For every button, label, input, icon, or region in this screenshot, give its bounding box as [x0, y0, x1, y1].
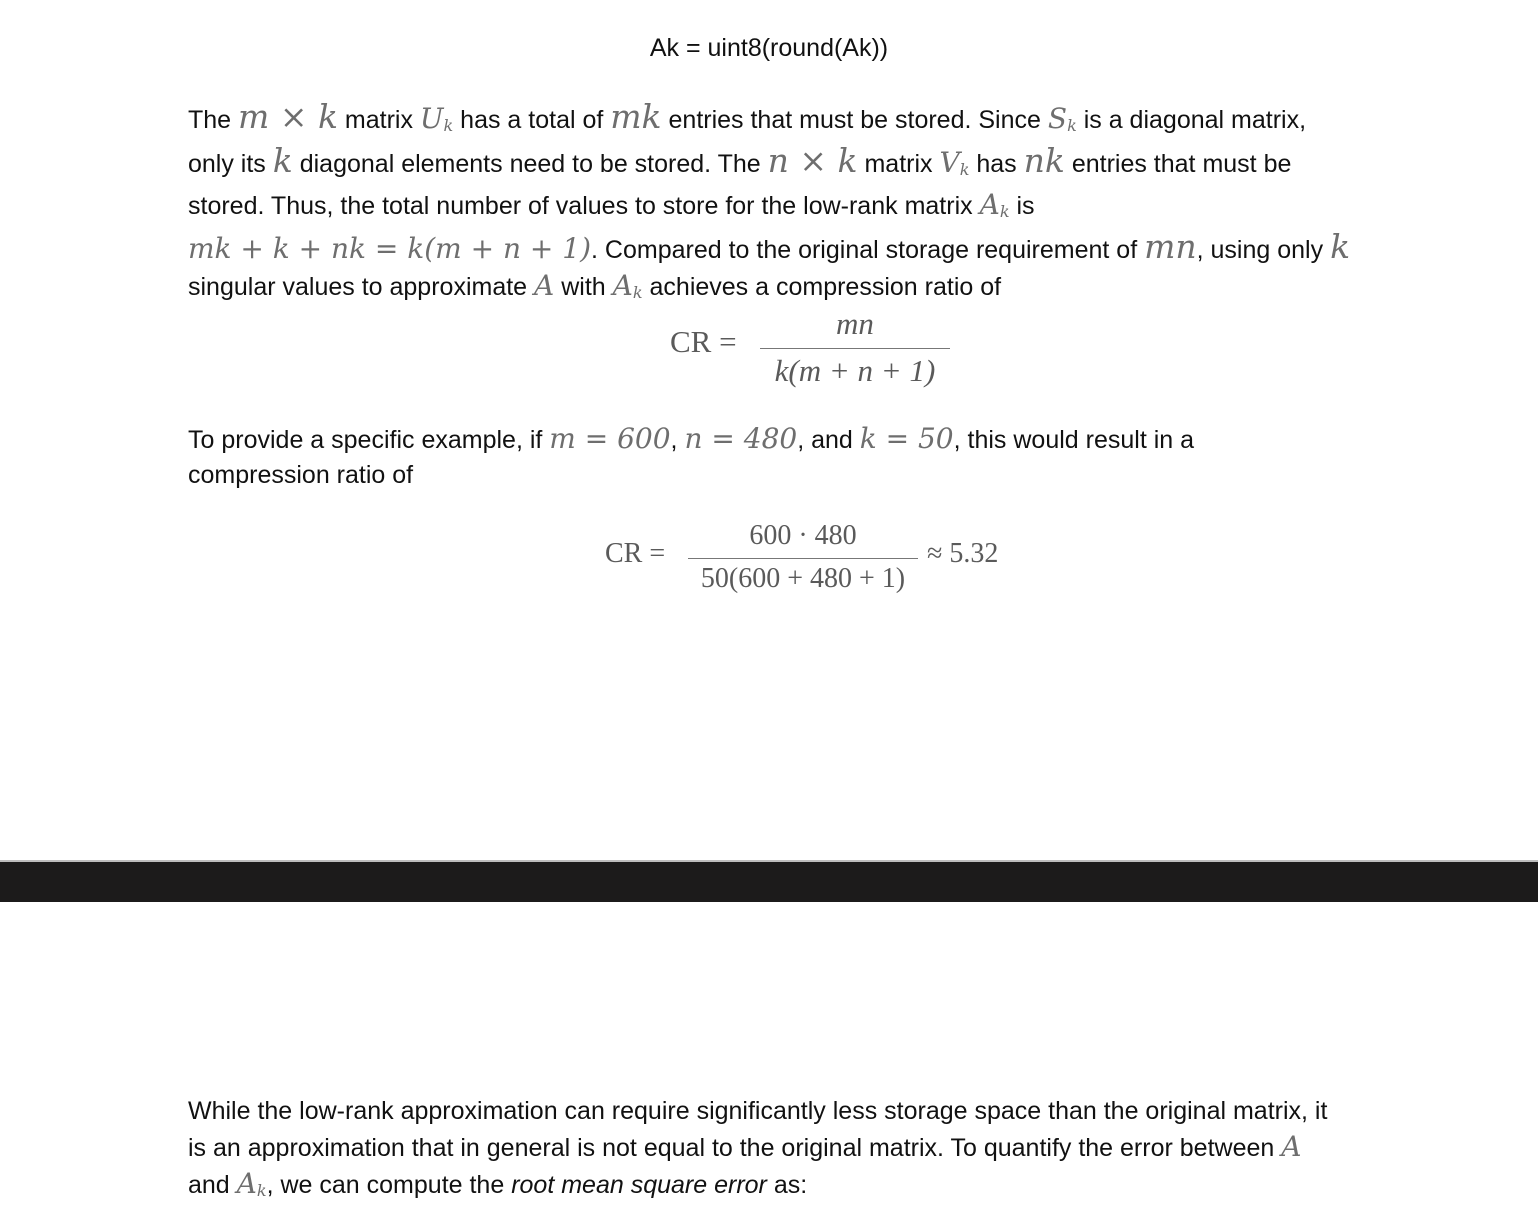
equation-example-ratio: [605, 520, 1025, 610]
math-mk: mk: [610, 97, 662, 136]
emphasis-rmse: root mean square error: [511, 1171, 767, 1199]
equation-compression-ratio: [670, 306, 960, 396]
paragraph-rmse: [188, 1094, 1438, 1208]
math-m-times-k: m × k: [238, 97, 338, 136]
math-a: A: [1281, 1130, 1302, 1163]
math-k: k: [1330, 227, 1351, 266]
math-k-value: k = 50: [859, 422, 954, 455]
text: entries that must be stored. Since: [661, 106, 1048, 134]
math-ak: $A_k$: [236, 1167, 267, 1200]
text: singular values to approximate: [188, 273, 535, 301]
fraction-bar: [760, 348, 950, 349]
math-storage-sum: mk + k + nk = k(m + n + 1): [188, 232, 592, 265]
text: , we can compute the: [266, 1171, 512, 1199]
text: stored. Thus, the total number of values to store for the low-rank matrix: [188, 192, 980, 220]
text-line: [188, 268, 1438, 310]
equation-lhs: CR =: [670, 324, 737, 359]
math-sk: $S_k$: [1047, 102, 1077, 135]
text-line: [188, 1129, 1438, 1166]
text: has: [969, 150, 1024, 178]
text-line: [188, 143, 1438, 187]
text: matrix: [857, 150, 940, 178]
math-ak: $A_k$: [979, 188, 1010, 221]
fraction-denominator: k(m + n + 1): [774, 353, 936, 388]
text-line: [188, 1094, 1438, 1129]
equation-lhs: CR =: [605, 538, 666, 569]
code-line: Ak = uint8(round(Ak)): [649, 34, 889, 62]
page-divider-bar: [0, 860, 1538, 902]
math-a: A: [534, 269, 555, 302]
text: as:: [766, 1171, 808, 1199]
text: matrix: [337, 106, 420, 134]
text-line: [188, 1166, 1438, 1208]
text: compression ratio of: [188, 461, 414, 489]
text: has a total of: [453, 106, 611, 134]
paragraph-storage: [188, 99, 1438, 310]
fraction: [760, 306, 950, 389]
text: . Compared to the original storage requirement of: [591, 236, 1145, 264]
text: is a diagonal matrix,: [1076, 106, 1307, 134]
text: While the low-rank approximation can require significantly less storage space than the original matrix, it: [188, 1097, 1328, 1125]
text-line: [188, 99, 1438, 143]
math-nk: nk: [1023, 141, 1065, 180]
text: and: [188, 1171, 237, 1199]
text: is an approximation that in general is not equal to the original matrix. To quantify the error between: [188, 1134, 1282, 1162]
math-ak: $A_k$: [612, 269, 643, 302]
fraction: [688, 520, 918, 595]
text: only its: [188, 150, 273, 178]
fraction-bar: [688, 558, 918, 559]
math-n-value: n = 480: [684, 422, 798, 455]
text-line: [188, 421, 1438, 458]
math-mn: mn: [1144, 227, 1197, 266]
text: , this would result in a: [953, 426, 1195, 454]
text-line: [188, 187, 1438, 229]
text: diagonal elements need to be stored. The: [292, 150, 768, 178]
text: , using only: [1196, 236, 1331, 264]
text: is: [1009, 192, 1035, 220]
fraction-numerator: mn: [836, 306, 874, 341]
fraction-denominator: 50(600 + 480 + 1): [700, 563, 906, 594]
math-uk: $U_k$: [419, 102, 454, 135]
fraction-numerator: 600 · 480: [749, 520, 857, 551]
text: ,: [670, 426, 685, 454]
math-m-value: m = 600: [549, 422, 671, 455]
math-k: k: [272, 141, 293, 180]
text: The: [188, 106, 239, 134]
paragraph-example: [188, 421, 1438, 493]
text: , and: [797, 426, 860, 454]
text: achieves a compression ratio of: [642, 273, 1002, 301]
text: entries that must be: [1064, 150, 1292, 178]
text: with: [554, 273, 613, 301]
text-line: [188, 458, 1438, 493]
equation-result: ≈ 5.32: [927, 538, 999, 569]
text: To provide a specific example, if: [188, 426, 550, 454]
math-n-times-k: n × k: [767, 141, 858, 180]
math-vk: $V_k$: [939, 146, 970, 179]
text-line: [188, 229, 1438, 268]
